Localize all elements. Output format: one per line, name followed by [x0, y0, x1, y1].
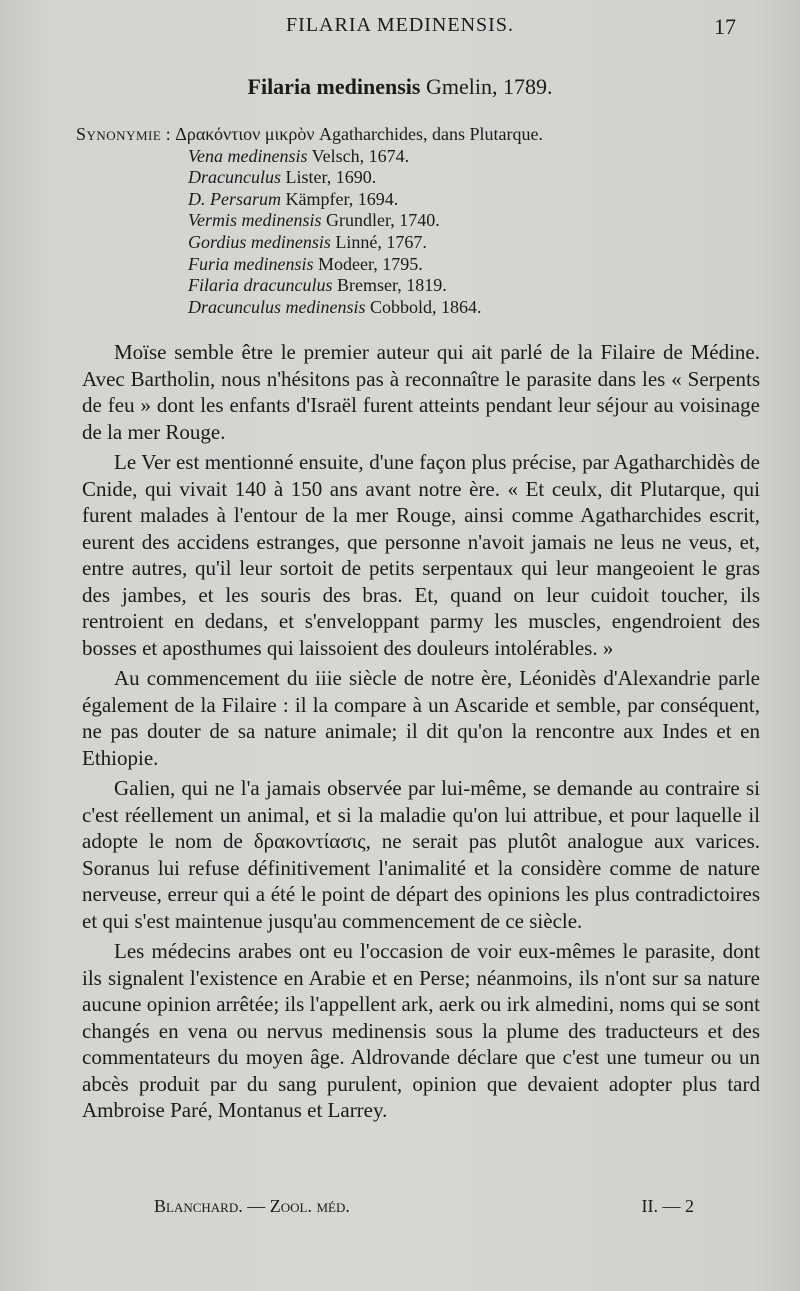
synonym-author: Cobbold, 1864. [369, 296, 482, 317]
synonymy-first-line [76, 124, 766, 146]
synonym-author: Kämpfer, 1694. [285, 188, 399, 209]
synonym-item [188, 275, 766, 297]
synonym-taxon: Gordius medinensis [188, 231, 331, 252]
synonym-author: Agatharchides, dans Plutarque. [319, 124, 543, 144]
synonym-item [188, 167, 766, 189]
paragraph: Les médecins arabes ont eu l'occasion de voir eux-mêmes le parasite, dont ils signalent l'existence en Arabie et en Perse; néanmoins, ils n'ont sur sa nature aucune opinion arrêtée; ils l'appellent ark, aerk ou irk almedini, noms qui se sont changés en vena ou nervus medinensis sous la plume des traducteurs et des commentateurs du moyen âge. Aldrovande déclare que c'est une tumeur ou un abcès produit par du sang purulent, opinion que devaient adopter plus tard Ambroise Paré, Montanus et Larrey. [82, 939, 760, 1122]
paragraph: Au commencement du iiie siècle de notre ère, Léonidès d'Alexandrie parle également de la Filaire : il la compare à un Ascaride et semble, par conséquent, ne pas douter de sa nature animale; il dit qu'on la rencontre aux Indes et en Ethiopie. [82, 666, 760, 770]
synonym-taxon: Furia medinensis [188, 253, 314, 274]
species-title [0, 74, 800, 100]
synonym-taxon: Dracunculus [188, 167, 281, 188]
paragraph: Galien, qui ne l'a jamais observée par lui-même, se demande au contraire si c'est réellement un animal, et si la maladie qu'on lui attribue, et pour laquelle il adopte le nom de δρακοντίασις, ne serait pas plutôt analogue aux varices. Soranus lui refuse définitivement l'animalité et la considère comme de nature nerveuse, erreur qui a été le point de départ des opinions les plus contradictoires et qui s'est maintenue jusqu'au commencement de ce siècle. [82, 776, 760, 933]
synonym-taxon: Δρακόντιον μικρὸν [175, 124, 315, 144]
paragraph: Le Ver est mentionné ensuite, d'une façon plus précise, par Agatharchidès de Cnide, qui vivait 140 à 150 ans avant notre ère. « Et ceulx, dit Plutarque, qui furent malades à l'entour de la mer Rouge, ainsi comme Agatharchides escrit, eurent des accidens estranges, que personne n'avoit jamais ne leus ne veus, et, entre autres, qu'il leur sortoit de petits serpentaux qui leur mangeoient le gras des jambes, et les souris des bras. Et, quand on leur cuidoit toucher, ils rentroient en dedans, et s'enveloppant parmy les muscles, engendroient des bosses et aposthumes qui laissoient des douleurs intolérables. » [82, 450, 760, 660]
page-footer [154, 1196, 694, 1222]
synonymy-block [76, 124, 766, 318]
synonym-taxon: D. Persarum [188, 188, 281, 209]
synonym-author: Lister, 1690. [285, 167, 377, 188]
synonym-item [188, 254, 766, 276]
synonym-taxon: Vermis medinensis [188, 210, 322, 231]
synonymy-label: Synonymie [76, 124, 162, 144]
synonym-taxon: Vena medinensis [188, 145, 308, 166]
synonym-author: Modeer, 1795. [318, 253, 423, 274]
synonym-author: Bremser, 1819. [337, 275, 447, 296]
synonym-taxon: Dracunculus medinensis [188, 296, 366, 317]
species-name: Filaria medinensis [247, 74, 421, 99]
synonym-author: Velsch, 1674. [311, 145, 410, 166]
synonym-list [188, 146, 766, 319]
synonym-taxon: Filaria dracunculus [188, 275, 333, 296]
running-title: FILARIA MEDINENSIS. [286, 14, 514, 36]
synonym-item [188, 189, 766, 211]
synonym-item [188, 297, 766, 319]
body-text [82, 339, 760, 1128]
page-number: 17 [714, 14, 736, 39]
footer-signature: Blanchard. — Zool. méd. [154, 1196, 350, 1216]
species-authority: Gmelin, 1789. [425, 74, 553, 99]
paragraph: Moïse semble être le premier auteur qui ait parlé de la Filaire de Médine. Avec Bartholin, nous n'hésitons pas à reconnaître le parasite dans les « Serpents de feu » dont les enfants d'Israël furent atteints pendant leur séjour au voisinage de la mer Rouge. [82, 340, 760, 444]
page-header [0, 14, 800, 44]
footer-sheet-number: II. — 2 [641, 1196, 694, 1216]
synonym-item [188, 210, 766, 232]
synonym-author: Linné, 1767. [335, 231, 427, 252]
synonym-author: Grundler, 1740. [326, 210, 440, 231]
synonym-item [188, 232, 766, 254]
synonymy-separator: : [161, 124, 176, 144]
synonym-item [188, 146, 766, 168]
